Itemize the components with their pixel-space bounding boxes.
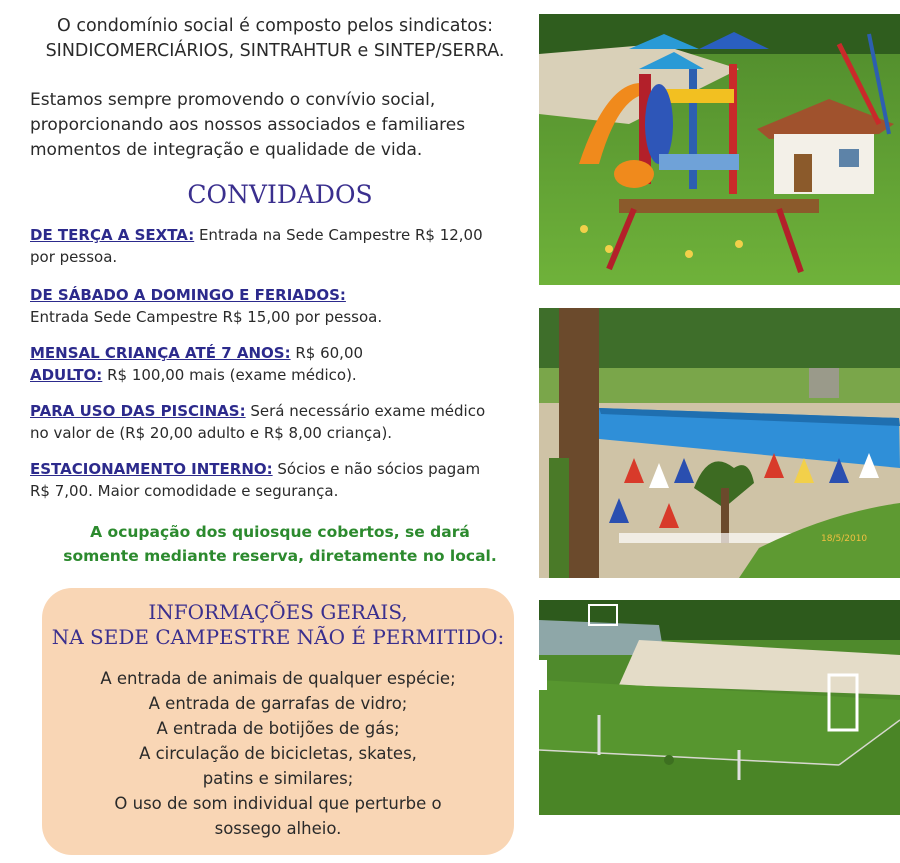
intro-line-2: SINDICOMERCIÁRIOS, SINTRAHTUR e SINTEP/SERRA. (45, 41, 505, 61)
rule-text-2: por pessoa. (30, 248, 118, 266)
intro-paragraph (30, 88, 530, 163)
general-info-box (42, 588, 514, 855)
rule-pools (30, 400, 530, 444)
intro-text (20, 14, 530, 64)
rule-head: PARA USO DAS PISCINAS: (30, 402, 246, 420)
rule-head-2: ADULTO: (30, 366, 103, 384)
prohibited-item: A entrada de botijões de gás; (156, 719, 400, 738)
rule-head: DE SÁBADO A DOMINGO E FERIADOS: (30, 286, 346, 304)
prohibited-item: patins e similares; (202, 769, 354, 788)
notice-line-2: somente mediante reserva, diretamente no local. (63, 547, 497, 565)
rule-head: ESTACIONAMENTO INTERNO: (30, 460, 273, 478)
rule-text: Entrada Sede Campestre R$ 15,00 por pessoa. (30, 308, 383, 326)
prohibited-item: A entrada de garrafas de vidro; (148, 694, 408, 713)
rule-text-2: R$ 100,00 mais (exame médico). (102, 366, 357, 384)
rule-text: Será necessário exame médico (245, 402, 486, 420)
rule-text-2: R$ 7,00. Maior comodidade e segurança. (30, 482, 339, 500)
rule-head: DE TERÇA A SEXTA: (30, 226, 195, 244)
prohibited-list (42, 666, 514, 841)
pool-photo-timestamp: 18/5/2010 (821, 534, 868, 544)
rule-weekend-holidays (30, 284, 530, 328)
guests-title: CONVIDADOS (187, 180, 373, 209)
general-info-title-line-2: NA SEDE CAMPESTRE NÃO É PERMITIDO: (51, 625, 505, 649)
intro-line-1: O condomínio social é composto pelos sindicatos: (56, 16, 494, 36)
prohibited-item: sossego alheio. (214, 819, 342, 838)
prohibited-item: A circulação de bicicletas, skates, (139, 744, 417, 763)
intro-paragraph-line-3: momentos de integração e qualidade de vida. (30, 140, 423, 160)
notice-line-1: A ocupação dos quiosque cobertos, se dará (90, 523, 470, 541)
rule-text-2: no valor de (R$ 20,00 adulto e R$ 8,00 criança). (30, 424, 393, 442)
intro-paragraph-line-2: proporcionando aos nossos associados e familiares (30, 115, 466, 135)
prohibited-item: A entrada de animais de qualquer espécie; (100, 669, 456, 688)
sports-field-photo (539, 600, 900, 815)
rule-head: MENSAL CRIANÇA ATÉ 7 ANOS: (30, 344, 291, 362)
rule-text: Entrada na Sede Campestre R$ 12,00 (194, 226, 483, 244)
playground-photo (539, 14, 900, 285)
rule-text: R$ 60,00 (290, 344, 364, 362)
pool-photo (539, 308, 900, 578)
general-info-title (42, 600, 514, 650)
rule-parking (30, 458, 530, 502)
prohibited-item: O uso de som individual que perturbe o (114, 794, 442, 813)
rule-monthly (30, 342, 530, 386)
general-info-title-line-1: INFORMAÇÕES GERAIS, (148, 600, 408, 624)
rule-text: Sócios e não sócios pagam (272, 460, 481, 478)
kiosk-notice (30, 520, 530, 568)
rule-tuesday-friday (30, 224, 530, 268)
intro-paragraph-line-1: Estamos sempre promovendo o convívio social, (30, 90, 436, 110)
